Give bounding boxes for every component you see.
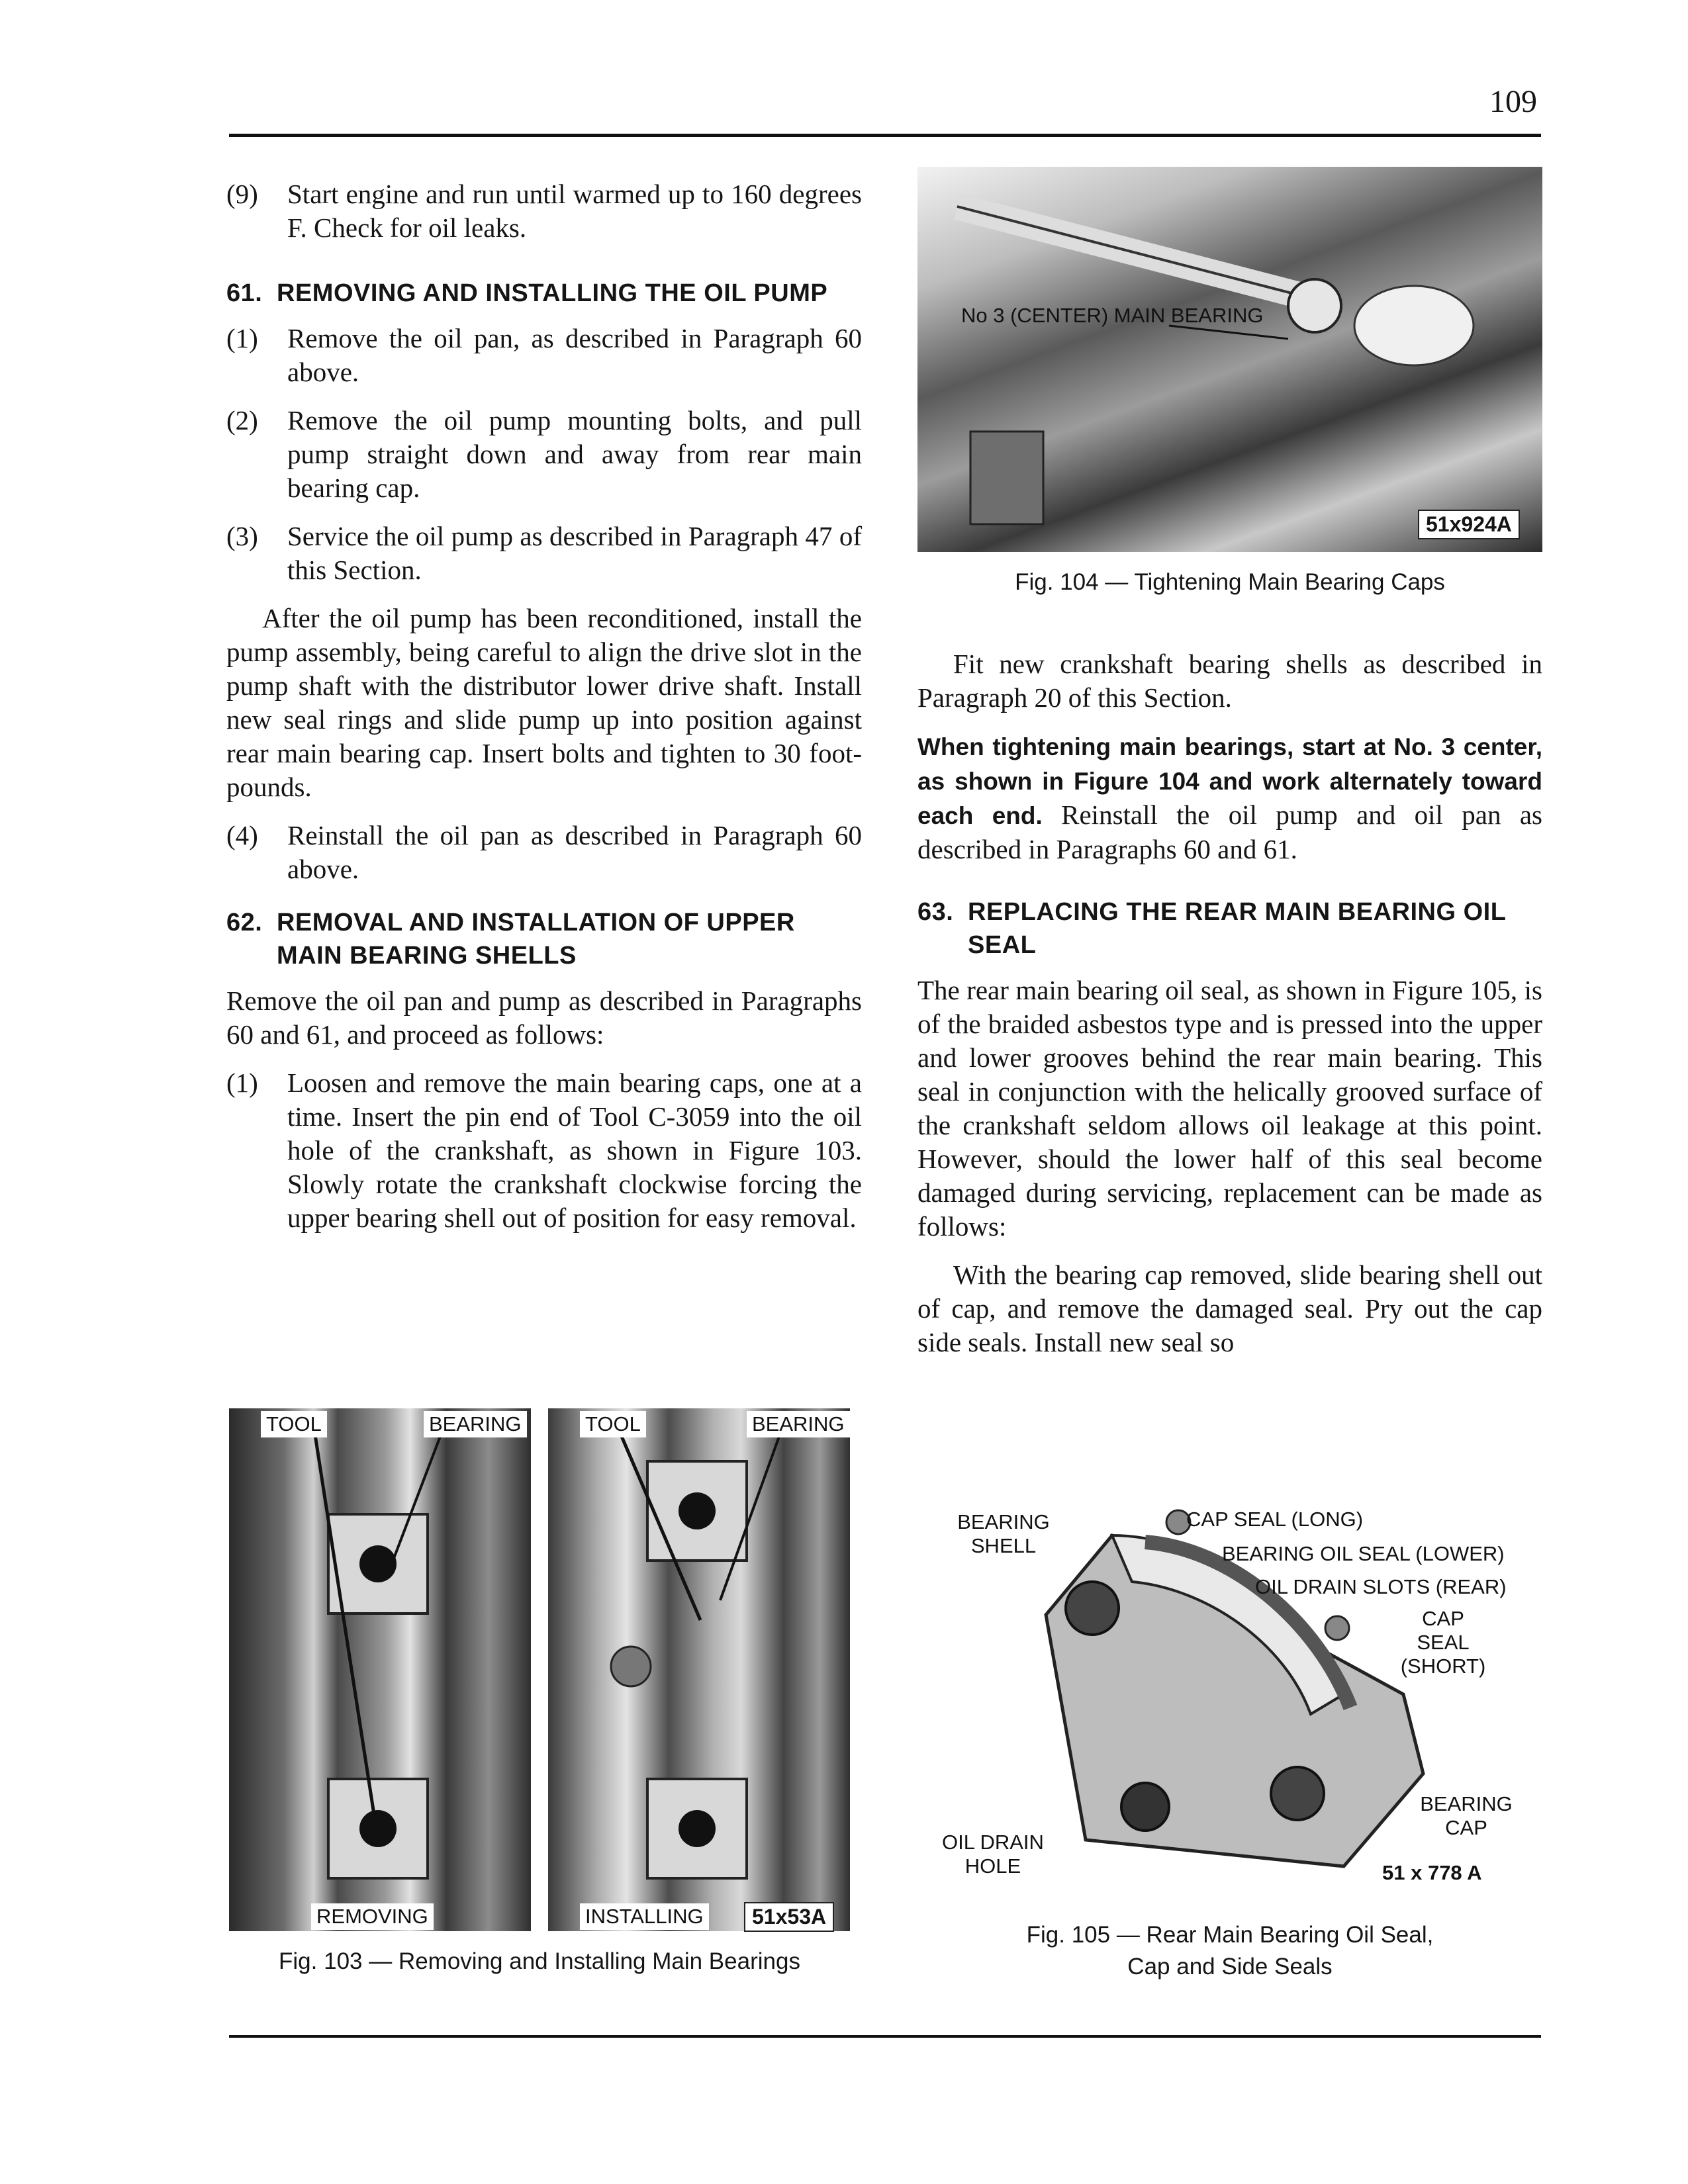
step-61-4 bbox=[226, 819, 862, 886]
step-text: Remove the oil pan, as described in Paragraph 60 above. bbox=[287, 323, 862, 387]
step-61-3 bbox=[226, 520, 862, 587]
section-63-paragraph-1: The rear main bearing oil seal, as shown in Figure 105, is of the braided asbestos type and is pressed into the upper and lower grooves behind the rear main bearing. This seal in conjunction with the helically grooved surface of the crankshaft seldom allows oil leakage at this point. However, should the lower half of this seal become damaged during servicing, replacement can be made as follows: bbox=[917, 975, 1542, 1242]
figure-103-caption: Fig. 103 — Removing and Installing Main Bearings bbox=[279, 1948, 800, 1974]
page-number: 109 bbox=[1489, 84, 1537, 119]
section-61-heading bbox=[226, 277, 862, 310]
step-9 bbox=[226, 177, 862, 245]
main-bearing-illustration bbox=[917, 167, 1542, 552]
section-63-heading bbox=[917, 895, 1542, 962]
section-62-heading bbox=[226, 906, 862, 972]
section-number: 63. bbox=[917, 898, 954, 926]
no3-main-bearing-label: No 3 (CENTER) MAIN BEARING bbox=[961, 304, 1264, 327]
installing-label: INSTALLING bbox=[580, 1903, 709, 1930]
left-column bbox=[226, 177, 862, 1250]
tightening-text: Reinstall the oil pump and oil pan as described in Paragraphs 60 and 61. bbox=[917, 799, 1542, 864]
crankshaft-illustration-left bbox=[229, 1408, 531, 1931]
step-61-1 bbox=[226, 322, 862, 389]
step-62-1 bbox=[226, 1066, 862, 1235]
bottom-rule bbox=[229, 2035, 1541, 2038]
step-text: Reinstall the oil pan as described in Paragraph 60 above. bbox=[287, 820, 862, 884]
step-text: Loosen and remove the main bearing caps, one at a time. Insert the pin end of Tool C-3059 into the oil hole of the crankshaft, as shown in Figure 103. Slowly rotate the crankshaft clockwise forcing the upper bearing shell out of position for easy removal. bbox=[287, 1068, 862, 1233]
cap-seal-long-label: CAP SEAL (LONG) bbox=[1186, 1508, 1364, 1531]
tool-label-right: TOOL bbox=[580, 1411, 646, 1437]
bearing-shell-label: BEARING SHELL bbox=[957, 1510, 1050, 1557]
tightening-bold-text: When tightening main bearings, start at No. 3 center, as shown in Figure 104 and work alternately toward each end. bbox=[917, 733, 1542, 829]
section-61-paragraph: After the oil pump has been reconditioned, install the pump assembly, being careful to align the drive slot in the pump shaft with the distributor lower drive shaft. Install new seal rings and slide pump up into position against rear main bearing cap. Insert bolts and tighten to 30 foot-pounds. bbox=[226, 603, 862, 802]
figure-105-code: 51 x 778 A bbox=[1382, 1861, 1482, 1884]
step-number: (2) bbox=[226, 405, 258, 435]
step-number: (1) bbox=[226, 323, 258, 353]
section-number: 61. bbox=[226, 279, 263, 307]
fit-shells-paragraph: Fit new crankshaft bearing shells as described in Paragraph 20 of this Section. bbox=[917, 649, 1542, 713]
section-62-paragraph: Remove the oil pan and pump as described in Paragraphs 60 and 61, and proceed as follows: bbox=[226, 985, 862, 1050]
section-number: 62. bbox=[226, 909, 263, 936]
section-title: REMOVAL AND INSTALLATION OF UPPER MAIN BEARING SHELLS bbox=[277, 909, 795, 970]
figure-104-caption: Fig. 104 — Tightening Main Bearing Caps bbox=[1015, 569, 1445, 595]
section-title: REMOVING AND INSTALLING THE OIL PUMP bbox=[277, 279, 828, 307]
tightening-paragraph bbox=[917, 729, 1542, 866]
tool-label-left: TOOL bbox=[261, 1411, 327, 1437]
bearing-oil-seal-label: BEARING OIL SEAL (LOWER) bbox=[1222, 1542, 1505, 1565]
cap-seal-short-label: CAP SEAL (SHORT) bbox=[1400, 1607, 1486, 1678]
step-number: (1) bbox=[226, 1068, 258, 1098]
step-number: (3) bbox=[226, 521, 258, 551]
figure-105-caption bbox=[917, 1919, 1542, 1983]
figure-103-photo-installing bbox=[548, 1408, 850, 1931]
step-number: (9) bbox=[226, 179, 258, 209]
removing-label: REMOVING bbox=[311, 1903, 434, 1930]
step-text: Start engine and run until warmed up to 160 degrees F. Check for oil leaks. bbox=[287, 179, 862, 243]
step-text: Remove the oil pump mounting bolts, and pull pump straight down and away from rear main bearing cap. bbox=[287, 405, 862, 503]
figure-104-photo bbox=[917, 167, 1542, 552]
top-rule bbox=[229, 134, 1541, 137]
bearing-label-right: BEARING bbox=[747, 1411, 850, 1437]
section-title: REPLACING THE REAR MAIN BEARING OIL SEAL bbox=[968, 898, 1506, 959]
step-number: (4) bbox=[226, 820, 258, 850]
right-column bbox=[917, 647, 1542, 1374]
figure-105-caption-line-1: Fig. 105 — Rear Main Bearing Oil Seal, bbox=[1026, 1922, 1434, 1948]
oil-drain-slots-label: OIL DRAIN SLOTS (REAR) bbox=[1255, 1575, 1507, 1598]
figure-105-caption-line-2: Cap and Side Seals bbox=[1127, 1954, 1333, 1979]
bearing-cap-label: BEARING CAP bbox=[1420, 1792, 1513, 1839]
step-61-2 bbox=[226, 404, 862, 505]
bearing-label-left: BEARING bbox=[424, 1411, 527, 1437]
crankshaft-illustration-right bbox=[548, 1408, 850, 1931]
step-text: Service the oil pump as described in Paragraph 47 of this Section. bbox=[287, 521, 862, 585]
figure-103-photo-removing bbox=[229, 1408, 531, 1931]
oil-drain-hole-label: OIL DRAIN HOLE bbox=[942, 1831, 1044, 1878]
figure-104-code: 51x924A bbox=[1418, 510, 1520, 539]
section-63-paragraph-2: With the bearing cap removed, slide bearing shell out of cap, and remove the damaged seal. Pry out the cap side seals. Install new seal so bbox=[917, 1259, 1542, 1357]
figure-103-code: 51x53A bbox=[744, 1902, 834, 1932]
